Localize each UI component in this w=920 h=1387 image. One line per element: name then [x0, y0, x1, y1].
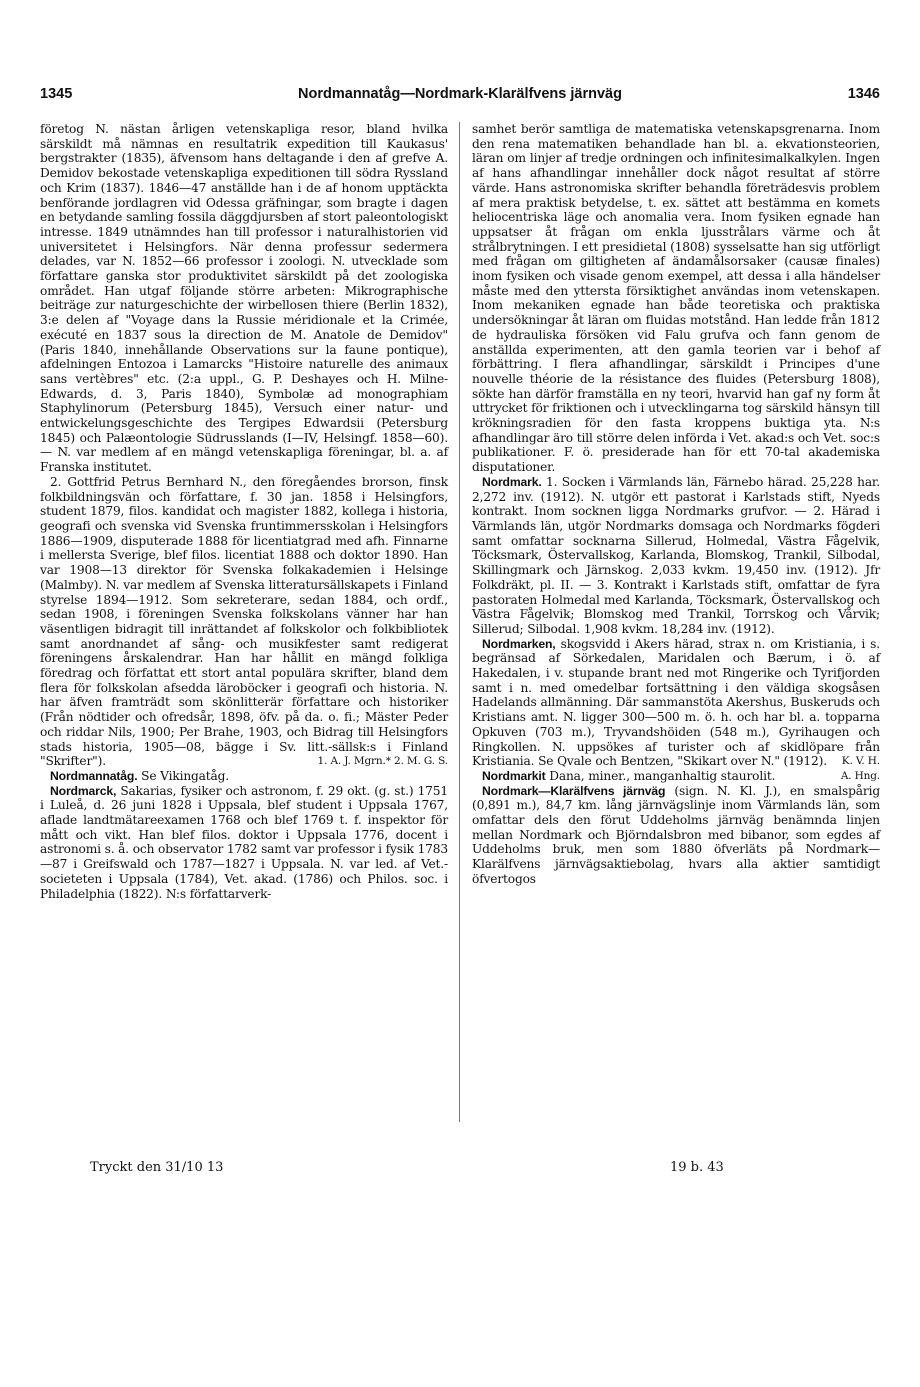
- paragraph-text: skogsvidd i Akers härad, strax n. om Kristiania, i s. begränsad af Sörkedalen, Maridalen och Bærum, i ö. af Hakedalen, i v. stupande brant ned mot Ringerike och Tyrifjorden samt i n. med omedelbar fortsättning i den väldiga skogsåsen Hadelands allmänning. Där sammanstöta Akershus, Buskeruds och Kristians amt. N. ligger 300—500 m. ö. h. och har bl. a. topparna Opkuven (703 m.), Tryvandshöiden (548 m.), Gyrihaugen och Ringkollen. N. uppsökes af turister och af skidlöpare från Kristiania. Se Qvale och Bentzen, "Skikart over N." (1912).: [472, 636, 880, 769]
- sheet-signature: 19 b. 43: [670, 1160, 724, 1175]
- entry-paragraph: [472, 475, 880, 637]
- right-column: [472, 122, 880, 887]
- headword: Nordmannatåg.: [50, 768, 138, 783]
- entry-paragraph: [40, 784, 448, 902]
- column-divider: [459, 122, 460, 1122]
- running-title: Nordmannatåg—Nordmark-Klarälfvens järnväg: [298, 86, 622, 102]
- entry-paragraph: [40, 122, 448, 475]
- page-footer: [40, 1160, 880, 1180]
- print-date: Tryckt den 31/10 13: [90, 1160, 224, 1175]
- paragraph-text: samhet berör samtliga de matematiska vetenskapsgrenarna. Inom den rena matematiken behandlade han bl. a. ekvationsteorien, läran om linjer af tredje ordningen och infinitesimalkalkylen. Ingen af hans afhandlingar innehåller dock något resultat af större värde. Hans astronomiska skrifter behandla företrädesvis problem af mera praktisk betydelse, t. ex. sättet att bestämma en komets heliocentriska läge och anomalia vera. Inom fysiken egnade han uppsatser åt frågan om enkla ljusstrålars värme och åt strålbrytningen. I ett presidietal (1808) sysselsatte han sig utförligt med frågan om giltigheten af ändamålsorsaker (causæ finales) inom fysiken och visade genom exempel, att dessa i alla händelser måste med den yttersta försiktighet användas inom vetenskapen. Inom mekaniken egnade han både teoretiska och praktiska undersökningar åt läran om fluidas motstånd. Han ledde från 1812 de hydrauliska försöken vid Falu grufva och fann genom de anställda experimenten, att den gamla teorien var i behof af förbättring. I flera afhandlingar, särskildt i Principes d'une nouvelle théorie de la résistance des fluides (Petersburg 1808), sökte han därför framställa en ny teori, hvarvid han gaf ny form åt uttrycket för friktionen och i utvecklingarna tog särskild hänsyn till krökningsradien för den fasta kroppens buktiga yta. N:s afhandlingar äro till större delen införda i Vet. akad:s och Vet. soc:s publikationer. F. ö. presiderade han för ett 70-tal akademiska disputationer.: [472, 122, 880, 475]
- entry-paragraph: [472, 637, 880, 769]
- author-signature: 1. A. J. Mgrn.* 2. M. G. S.: [317, 755, 448, 768]
- entry-paragraph: [472, 784, 880, 887]
- paragraph-text: företog N. nästan årligen vetenskapliga resor, bland hvilka särskildt må nämnas en resultatrik expedition till Kaukasus' bergstrakter (1835), äfvensom hans deltagande i den af grefve A. Demidov bekostade vetenskapliga expeditionen till södra Ryssland och Krim (1837). 1846—47 anställde han i de af honom upptäckta benförande jordlagren vid Odessa gräfningar, som bragte i dagen en betydande samling fossila däggdjursben af stort paleontologiskt intresse. 1849 utnämndes han till professor i naturalhistorien vid universitetet i Helsingfors. När denna professur sedermera delades, var N. 1852—66 professor i zoologi. N. utvecklade som författare ganska stor produktivitet särskildt på det zoologiska området. Han utgaf följande större arbeten: Mikrographische beiträge zur naturgeschichte der wirbellosen thiere (Berlin 1832), 3:e delen af "Voyage dans la Russie méridionale et la Crimée, exécuté en 1837 sous la direction de M. Anatole de Demidov" (Paris 1840, innehållande Observations sur la faune pontique), afdelningen Entozoa i Lamarcks "Histoire naturelle des animaux sans vertèbres" etc. (2:a uppl., G. P. Deshayes och H. Milne-Edwards, d. 3, Paris 1840), Symbolæ ad monographiam Staphylinorum (Petersburg 1845), Versuch einer natur- und entwickelungsgeschichte des Tergipes Edwardsii (Petersburg 1845) och Palæontologie Südrusslands (I—IV, Helsingf. 1858—60). — N. var medlem af en mängd vetenskapliga föreningar, bl. a. af Franska institutet.: [40, 122, 448, 475]
- text-columns: [40, 122, 880, 1142]
- author-signature: K. V. H.: [841, 755, 880, 768]
- paragraph-text: Se Vikingatåg.: [137, 768, 230, 783]
- page-number-left: 1345: [40, 86, 73, 102]
- paragraph-text: 1. Socken i Värmlands län, Färnebo härad. 25,228 har. 2,272 inv. (1912). N. utgör ett pastorat i Karlstads stift, Nyeds kontrakt. Inom socknen ligga Nordmarks grufvor. — 2. Härad i Värmlands län, utgör Nordmarks domsaga och Nordmarks fögderi samt omfattar socknarna Sillerud, Holmedal, Västra Fågelvik, Töcksmark, Östervallskog, Karlanda, Blomskog, Trankil, Silbodal, Skillingmark och Järnskog. 2,033 kvkm. 19,450 inv. (1912). Jfr Folkdräkt, pl. II. — 3. Kontrakt i Karlstads stift, omfattar de fyra pastoraten Holmedal med Karlanda, Töcksmark, Östervallskog och Västra Fågelvik; Blomskog med Trankil, Torrskog och Vårvik; Sillerud; Silbodal. 1,908 kvkm. 18,284 inv. (1912).: [472, 474, 880, 636]
- paragraph-text: Dana, miner., manganhaltig staurolit.: [545, 768, 776, 783]
- left-column: [40, 122, 448, 901]
- author-signature: A. Hng.: [840, 769, 880, 782]
- entry-paragraph: [472, 769, 880, 784]
- entry-paragraph: [472, 122, 880, 475]
- page-number-right: 1346: [847, 86, 880, 102]
- entry-paragraph: [40, 769, 448, 784]
- paragraph-text: 2. Gottfrid Petrus Bernhard N., den föregåendes brorson, finsk folkbildningsvän och författare, f. 30 jan. 1858 i Helsingfors, student 1879, filos. kandidat och magister 1882, kollega i historia, geografi och svenska vid Svenska fruntimmersskolan i Helsingfors 1886—1909, disputerade 1888 för licentiatgrad med afh. Finnarne i mellersta Sverige, blef filos. licentiat 1888 och doktor 1890. Han var 1908—13 direktor för Svenska folkakademien i Helsinge (Malmby). N. var medlem af Svenska litteratursällskapets i Finland styrelse 1894—1912. Som sekreterare, sedan 1884, och ordf., sedan 1908, i föreningen Svenska folkskolans vänner har han väsentligen bidragit till inrättandet af folkskolor och folkbibliotek samt anordnandet af sång- och musikfester samt redigerat föreningens årskalendrar. Han har hållit en mängd folkliga föredrag och författat ett stort antal populära skrifter, bland dem flera för folkskolan afsedda läroböcker i geografi och historia. N. har äfven framträdt som skönlitterär författare och historiker (Från nödtider och ofredsår, 1898, öfv. på da. o. fi.; Mäster Peder och riddar Nils, 1900; Per Brahe, 1903, och Bidrag till Helsingfors stads historia, 1905—08, bägge i Sv. litt.-sällsk:s i Finland "Skrifter").: [40, 474, 448, 769]
- headword: Nordmarkit: [482, 768, 546, 783]
- paragraph-text: (sign. N. Kl. J.), en smalspårig (0,891 m.), 84,7 km. lång järnvägslinje inom Värmlands län, som omfattar dels den förut Uddeholms järnväg benämnda linjen mellan Nordmark och Björndalsbron med bibanor, som egdes af Uddeholms bruk, men som 1880 öfverläts på Nordmark—Klarälfvens järnvägsaktiebolag, hvars alla aktier samtidigt öfvertogos: [472, 783, 880, 886]
- paragraph-text: Sakarias, fysiker och astronom, f. 29 okt. (g. st.) 1751 i Luleå, d. 26 juni 1828 i Uppsala, blef student i Uppsala 1767, aflade landtmätareexamen 1768 och blef 1769 t. f. inspektor för mått och vikt. Han blef filos. doktor i Uppsala 1776, docent i astronomi s. å. och observator 1782 samt var professor i fysik 1783—87 i Greifswald och 1787—1827 i Uppsala. N. var led. af Vet.-societeten i Uppsala (1784), Vet. akad. (1786) och Philos. soc. i Philadelphia (1822). N:s författarverk-: [40, 783, 448, 901]
- headword: Nordmarken,: [482, 636, 556, 651]
- headword: Nordmarck,: [50, 783, 117, 798]
- page-header: [40, 86, 880, 108]
- headword: Nordmark.: [482, 474, 542, 489]
- headword: Nordmark—Klarälfvens järnväg: [482, 783, 666, 798]
- entry-paragraph: [40, 475, 448, 769]
